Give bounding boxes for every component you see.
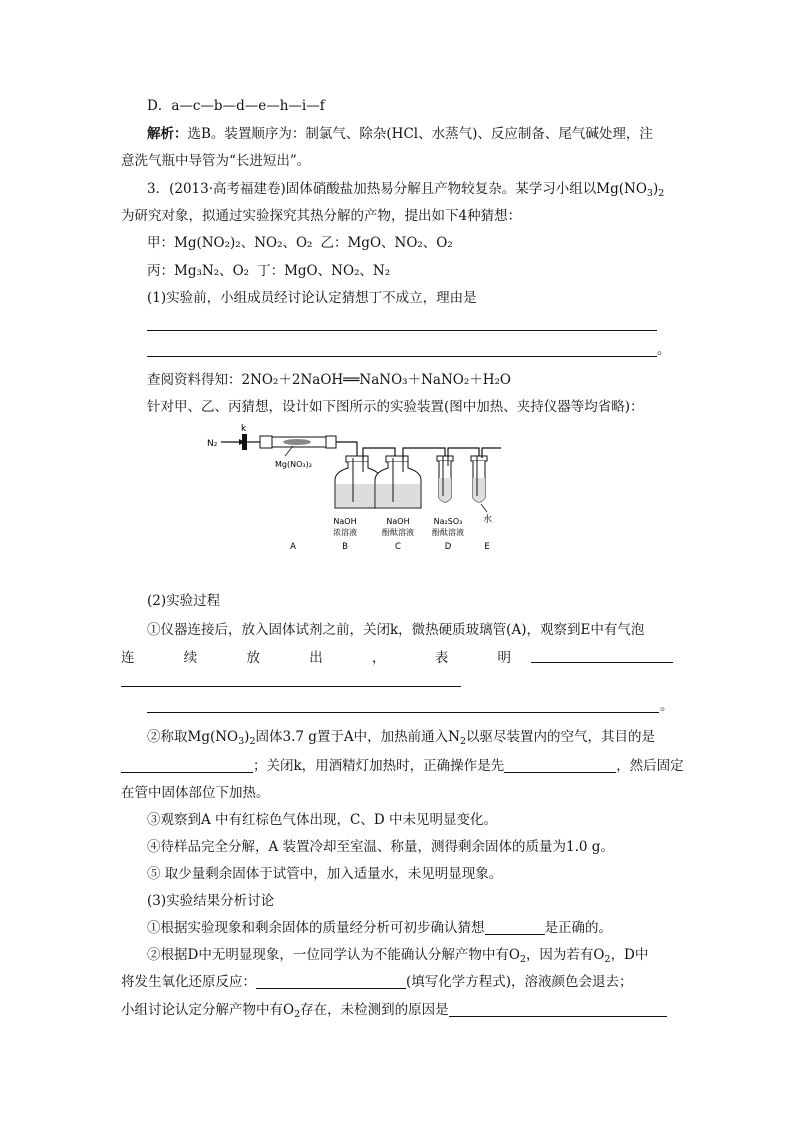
- r2-c: ，D中: [610, 947, 649, 963]
- r2-f: 小组讨论认定分解产物中有O: [121, 1002, 295, 1018]
- s2-a: ②称取Mg(NO: [147, 729, 239, 745]
- n2-label: N₂: [207, 439, 218, 449]
- answer-blank-operation[interactable]: [504, 758, 616, 773]
- step2-line-1: [147, 728, 655, 746]
- q3-intro-line-2: 为研究对象，拟通过实验探究其热分解的产物，提出如下4种猜想：: [121, 208, 522, 224]
- option-d: D．a—c—b—d—e—h—i—f: [147, 98, 325, 114]
- q3-intro-close: ): [652, 181, 659, 197]
- period-1: 。: [657, 342, 671, 358]
- part2-title: (2)实验过程: [147, 593, 221, 609]
- part3-title: (3)实验结果分析讨论: [147, 893, 275, 909]
- spread-char: 表: [434, 650, 449, 666]
- hypotheses-row-2: [147, 262, 390, 280]
- s2-e: ；关闭k，用酒精灯加热时，正确操作是先: [253, 758, 505, 774]
- spread-char: 明: [497, 650, 511, 666]
- s2-sub-n2: 2: [459, 736, 467, 747]
- apparatus-diagram: [205, 420, 525, 560]
- c-caption-1: NaOH: [386, 517, 410, 526]
- analysis-line-2: 意洗气瓶中导管为“长进短出”。: [121, 153, 311, 169]
- answer-blank-purpose[interactable]: [121, 758, 253, 773]
- result1-line: [147, 919, 612, 937]
- e-label: 水: [483, 515, 493, 525]
- s2-sub-2: 2: [249, 736, 256, 747]
- c-caption-2: 酚酞溶液: [382, 528, 414, 537]
- label-b: B: [342, 542, 348, 552]
- s2-f: ，然后固定: [616, 758, 684, 774]
- reference-line: [147, 371, 511, 389]
- r2-sub-2: 2: [604, 954, 611, 965]
- step1-line: ①仪器连接后，放入固体试剂之前，关闭k，微热硬质玻璃管(A)，观察到E中有气泡: [147, 622, 645, 638]
- answer-blank-equation[interactable]: [256, 974, 406, 989]
- analysis-text-1: 选B。装置顺序为：制氯气、除杂(HCl、水蒸气)、反应制备、尾气碱处理，注: [187, 126, 653, 142]
- step4-line: ④待样品完全分解，A 装置冷却至室温、称量，测得剩余固体的质量为1.0 g。: [147, 839, 614, 855]
- result2-line-2: [121, 973, 633, 991]
- step5-line: ⑤ 取少量剩余固体于试管中，加入适量水，未见明显现象。: [147, 866, 503, 882]
- step2-line-3: 在管中固体部位下加热。: [121, 785, 270, 801]
- reference-equation: 2NO₂＋2NaOH══NaNO₃＋NaNO₂＋H₂O: [241, 372, 511, 388]
- label-d: D: [444, 542, 452, 552]
- hypotheses-row-1: [147, 234, 453, 252]
- b-caption-2: 浓溶液: [333, 528, 357, 537]
- step2-line-2: [121, 757, 684, 775]
- b-caption-1: NaOH: [333, 517, 357, 526]
- d-caption-1: Na₂SO₃: [433, 517, 463, 526]
- label-a: A: [290, 542, 296, 552]
- k-label: k: [241, 424, 247, 434]
- step3-line: ③观察到A 中有红棕色气体出现，C、D 中未见明显变化。: [147, 812, 497, 828]
- answer-blank-reason[interactable]: [449, 1002, 667, 1017]
- s2-c: 固体3.7 g置于A中，加热前通入N: [255, 729, 460, 745]
- label-c: C: [395, 542, 401, 552]
- r2-d: 将发生氧化还原反应：: [121, 974, 256, 990]
- result2-line-3: [121, 1001, 667, 1019]
- reference-prefix: 查阅资料得知：: [147, 372, 242, 388]
- design-line: 针对甲、乙、丙猜想，设计如下图所示的实验装置(图中加热、夹持仪器等均省略)：: [147, 399, 644, 415]
- s2-sub-3: 3: [238, 736, 245, 747]
- part1-question: (1)实验前，小组成员经讨论认定猜想丁不成立，理由是: [147, 290, 477, 306]
- q3-intro-sub2: 2: [658, 188, 665, 199]
- r2-g: 存在，未检测到的原因是: [300, 1002, 449, 1018]
- hyp-yi: 乙：MgO、NO₂、O₂: [320, 235, 453, 251]
- q3-intro-sub: 3: [646, 188, 653, 199]
- answer-line-1b[interactable]: [147, 356, 657, 357]
- r1-a: ①根据实验现象和剩余固体的质量经分析可初步确认猜想: [147, 920, 485, 936]
- hyp-ding: 丁：MgO、NO₂、N₂: [257, 263, 391, 279]
- spread-char: ，: [372, 650, 386, 666]
- s2-b: ): [244, 729, 250, 745]
- stopcock-icon: [242, 434, 247, 450]
- d-caption-2: 酚酞溶液: [432, 528, 464, 537]
- answer-line-2a[interactable]: [531, 662, 673, 663]
- s2-d: 以驱尽装置内的空气，其目的是: [466, 729, 656, 745]
- q3-intro-line-1: [147, 180, 664, 198]
- hyp-jia: 甲：Mg(NO₂)₂、NO₂、O₂: [147, 235, 313, 251]
- answer-line-2b[interactable]: [121, 686, 461, 687]
- label-e: E: [484, 542, 490, 552]
- r2-sub-3: 2: [294, 1009, 301, 1020]
- r2-b: ，因为若有O: [525, 947, 605, 963]
- mg-label: Mg(NO₃)₂: [275, 460, 312, 469]
- spread-char: 续: [183, 650, 198, 666]
- period-2: 。: [660, 698, 674, 714]
- spread-char: 连: [121, 650, 135, 666]
- r2-a: ②根据D中无明显现象，一位同学认为不能确认分解产物中有O: [147, 947, 520, 963]
- q3-number: 3．: [147, 181, 170, 197]
- r1-b: 是正确的。: [544, 920, 612, 936]
- r2-e: (填写化学方程式)，溶液颜色会退去；: [406, 974, 633, 990]
- result2-line-1: [147, 946, 648, 964]
- answer-blank-hypothesis[interactable]: [485, 920, 545, 935]
- analysis-line-1: [147, 125, 653, 143]
- q3-source: (2013·高考福建卷): [169, 181, 286, 197]
- hyp-bing: 丙：Mg₃N₂、O₂: [147, 263, 250, 279]
- answer-line-1a[interactable]: [147, 330, 657, 331]
- spread-char: 放: [246, 650, 260, 666]
- mg-solid: [283, 439, 311, 445]
- step1-spread-line: [121, 649, 511, 667]
- answer-line-2c[interactable]: [147, 712, 659, 713]
- analysis-label: 解析：: [147, 126, 188, 142]
- r2-sub-1: 2: [519, 954, 526, 965]
- q3-intro-text: 固体硝酸盐加热易分解且产物较复杂。某学习小组以Mg(NO: [285, 181, 647, 197]
- spread-char: 出: [309, 650, 323, 666]
